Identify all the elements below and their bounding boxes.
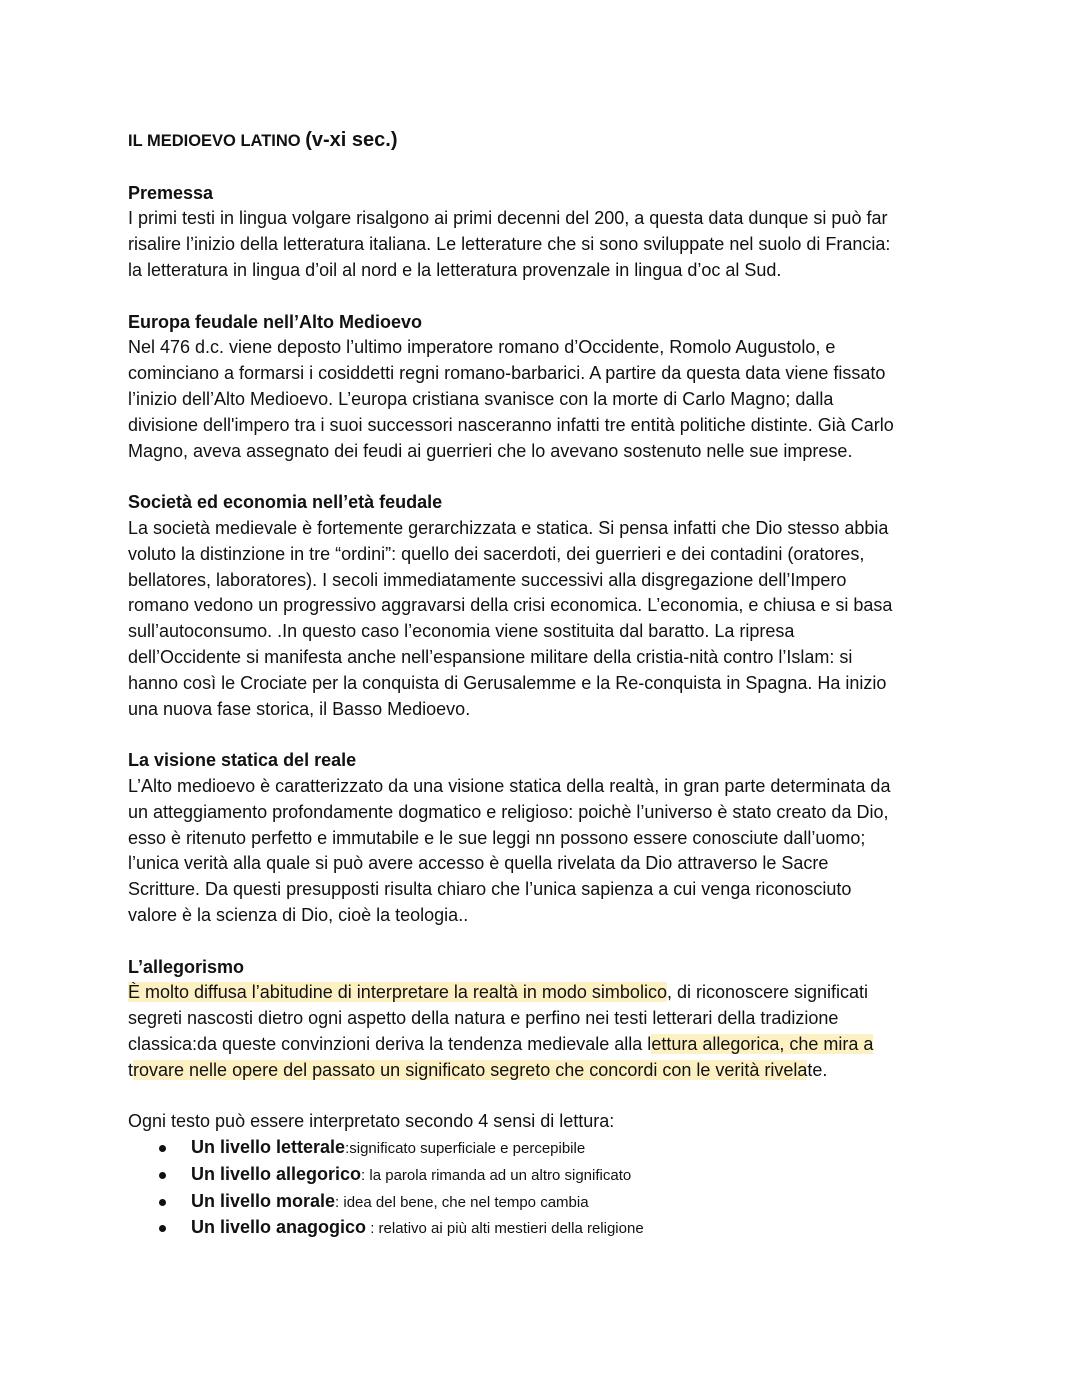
paragraph-line xyxy=(128,903,894,929)
text-segment: Magno, aveva assegnato dei feudi ai guerrieri che lo avevano sostenuto nelle sue imprese. xyxy=(128,440,853,461)
text-segment: La società medievale è fortemente gerarchizzata e statica. Si pensa infatti che Dio stesso abbia xyxy=(128,517,889,538)
text-segment: I primi testi in lingua volgare risalgono ai primi decenni del 200, a questa data dunque si può far xyxy=(128,208,888,229)
sense-description: :significato superficiale e percepibile xyxy=(345,1140,586,1158)
text-segment: hanno così le Crociate per la conquista di Gerusalemme e la Re-conquista in Spagna. Ha inizio xyxy=(128,672,887,693)
text-segment: valore è la scienza di Dio, cioè la teologia.. xyxy=(128,904,469,925)
sense-term: Un livello allegorico xyxy=(191,1163,362,1184)
paragraph-line xyxy=(128,258,894,284)
section xyxy=(128,955,894,1084)
section xyxy=(128,748,894,929)
text-segment: romano vedono un progressivo aggravarsi della crisi economica. L’economia, e chiusa e si basa xyxy=(128,595,893,616)
highlighted-text: ettura allegorica, che mira a xyxy=(651,1033,874,1054)
section-heading: L’allegorismo xyxy=(128,956,245,977)
text-segment: classica:da queste convinzioni deriva la tendenza medievale alla l xyxy=(128,1033,652,1054)
section xyxy=(128,490,894,722)
paragraph-line xyxy=(128,851,894,877)
paragraph-line xyxy=(128,1032,894,1058)
paragraph-line xyxy=(128,361,894,387)
paragraph-line xyxy=(128,413,894,439)
paragraph-line xyxy=(128,980,894,1006)
text-segment: voluto la distinzione in tre “ordini”: quello dei sacerdoti, dei guerrieri e dei contadini (oratores, xyxy=(128,543,865,564)
text-segment: esso è ritenuto perfetto e immutabile e le sue leggi nn possono essere conosciute dall’uomo; xyxy=(128,827,866,848)
text-segment: Nel 476 d.c. viene deposto l’ultimo imperatore romano d’Occidente, Romolo Augustolo, e xyxy=(128,337,836,358)
paragraph-line xyxy=(128,1006,894,1032)
paragraph-line xyxy=(128,826,894,852)
text-segment: divisione dell'impero tra i suoi successori nasceranno infatti tre entità politiche distinte. Già Carlo xyxy=(128,414,894,435)
senses-section xyxy=(128,1109,894,1242)
text-segment: un atteggiamento profondamente dogmatico e religioso: poichè l’universo è stato creato da Dio, xyxy=(128,801,889,822)
text-segment: t xyxy=(128,1059,134,1080)
highlighted-text: È molto diffusa l’abitudine di interpretare la realtà in modo simbolico xyxy=(128,982,667,1003)
sense-list-item xyxy=(128,1162,894,1189)
highlighted-text: rovare nelle opere del passato un significato segreto che concordi con le verità rivela xyxy=(133,1059,808,1080)
sense-description: : relativo ai più alti mestieri della religione xyxy=(366,1220,644,1238)
text-segment: l’unica verità alla quale si può avere accesso è quella rivelata da Dio attraverso le Sacre xyxy=(128,853,829,874)
sense-list-item xyxy=(128,1135,894,1162)
text-segment: la letteratura in lingua d’oil al nord e la letteratura provenzale in lingua d’oc al Sud. xyxy=(128,259,782,280)
sense-description: : idea del bene, che nel tempo cambia xyxy=(335,1193,589,1211)
section xyxy=(128,310,894,465)
sense-description: : la parola rimanda ad un altro significato xyxy=(361,1166,632,1184)
paragraph-line xyxy=(128,1058,894,1084)
section-heading: La visione statica del reale xyxy=(128,750,357,771)
text-segment: bellatores, laboratores). I secoli immediatamente successivi alla disgregazione dell’Impero xyxy=(128,569,847,590)
paragraph-line xyxy=(128,774,894,800)
text-segment: dell’Occidente si manifesta anche nell’espansione militare della cristia-nità contro l’Islam: si xyxy=(128,646,853,667)
paragraph-line xyxy=(128,568,894,594)
paragraph-line xyxy=(128,877,894,903)
title-century: (v-xi sec.) xyxy=(305,129,398,151)
paragraph-line xyxy=(128,335,894,361)
text-segment: , di riconoscere significati xyxy=(666,982,869,1003)
text-segment: risalire l’inizio della letteratura italiana. Le letterature che si sono sviluppate nel suolo di Francia: xyxy=(128,234,891,255)
text-segment: te. xyxy=(807,1059,828,1080)
text-segment: l’inizio dell’Alto Medioevo. L’europa cristiana svanisce con la morte di Carlo Magno; dalla xyxy=(128,388,834,409)
text-segment: sull’autoconsumo. .In questo caso l’economia viene sostituita dal baratto. La ripresa xyxy=(128,621,795,642)
paragraph-line xyxy=(128,593,894,619)
paragraph-line xyxy=(128,800,894,826)
section xyxy=(128,181,894,284)
sense-list-item xyxy=(128,1215,894,1242)
senses-list xyxy=(128,1135,894,1242)
title-main: IL MEDIOEVO LATINO xyxy=(128,132,306,150)
paragraph-line xyxy=(128,697,894,723)
text-segment: Scritture. Da questi presupposti risulta chiaro che l’unica sapienza a cui venga riconosciuto xyxy=(128,879,852,900)
document-body xyxy=(128,128,894,1242)
text-segment: segreti nascosti dietro ogni aspetto della natura e perfino nei testi letterari della tradizione xyxy=(128,1008,839,1029)
section-heading: Premessa xyxy=(128,182,214,203)
document-title xyxy=(128,128,894,155)
paragraph-line xyxy=(128,439,894,465)
paragraph-line xyxy=(128,516,894,542)
text-segment: una nuova fase storica, il Basso Medioevo. xyxy=(128,698,471,719)
text-segment: L’Alto medioevo è caratterizzato da una visione statica della realtà, in gran parte determinata da xyxy=(128,775,891,796)
sense-list-item xyxy=(128,1189,894,1216)
section-heading: Europa feudale nell’Alto Medioevo xyxy=(128,311,423,332)
sense-term: Un livello morale xyxy=(191,1190,336,1211)
paragraph-line xyxy=(128,619,894,645)
paragraph-line xyxy=(128,645,894,671)
sense-term: Un livello anagogico xyxy=(191,1217,367,1238)
section-heading: Società ed economia nell’età feudale xyxy=(128,492,443,513)
paragraph-line xyxy=(128,671,894,697)
text-segment: cominciano a formarsi i cosiddetti regni romano-barbarici. A partire da questa data viene fissato xyxy=(128,363,886,384)
sense-term: Un livello letterale xyxy=(191,1137,346,1158)
paragraph-line xyxy=(128,542,894,568)
paragraph-line xyxy=(128,232,894,258)
senses-intro: Ogni testo può essere interpretato secondo 4 sensi di lettura: xyxy=(128,1111,615,1132)
paragraph-line xyxy=(128,206,894,232)
paragraph-line xyxy=(128,387,894,413)
